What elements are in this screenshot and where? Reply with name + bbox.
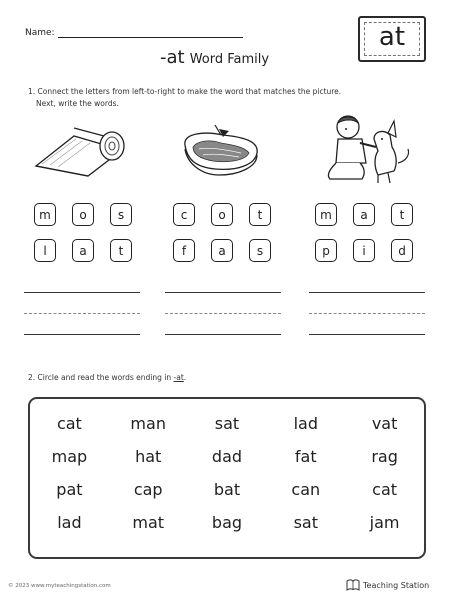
writing-lines-1[interactable]	[24, 292, 140, 335]
writing-line-top	[165, 292, 281, 293]
word-item[interactable]: dad	[211, 447, 243, 466]
writing-line-mid	[165, 313, 281, 314]
instruction-2-period: .	[183, 373, 187, 382]
mat-icon	[30, 122, 130, 182]
copyright: © 2023 www.myteachingstation.com	[8, 583, 111, 589]
title-prefix: -at	[160, 47, 185, 68]
writing-lines-3[interactable]	[309, 292, 425, 335]
pat-icon	[322, 113, 417, 188]
word-item[interactable]: fat	[294, 447, 317, 466]
word-item[interactable]: bag	[211, 513, 243, 532]
group3-row2	[315, 239, 413, 262]
writing-line-base	[309, 334, 425, 335]
name-line[interactable]	[58, 29, 243, 38]
word-box	[28, 397, 426, 559]
letter-tile[interactable]: a	[353, 203, 375, 226]
instruction-1-line2: Next, write the words.	[36, 99, 119, 108]
letter-tile[interactable]: m	[315, 203, 337, 226]
word-item[interactable]: can	[291, 480, 321, 499]
writing-line-top	[24, 292, 140, 293]
word-item[interactable]: mat	[132, 513, 165, 532]
teaching-station-logo	[346, 579, 429, 591]
word-grid	[30, 407, 424, 539]
writing-line-top	[309, 292, 425, 293]
word-item[interactable]: pat	[56, 480, 83, 499]
group2-row2	[173, 239, 271, 262]
word-item[interactable]: sat	[293, 513, 318, 532]
word-family-badge	[358, 16, 426, 62]
letter-tile[interactable]: s	[110, 203, 132, 226]
word-item[interactable]: cap	[133, 480, 163, 499]
group2-row1	[173, 203, 271, 226]
letter-tile[interactable]: t	[110, 239, 132, 262]
writing-line-mid	[309, 313, 425, 314]
logo-icon	[346, 579, 360, 591]
instruction-2	[28, 372, 186, 384]
letter-tile[interactable]: p	[315, 239, 337, 262]
word-item[interactable]: cat	[56, 414, 82, 433]
name-row	[25, 28, 243, 38]
word-item[interactable]: lad	[293, 414, 318, 433]
name-label: Name:	[25, 28, 55, 38]
group3-row1	[315, 203, 413, 226]
writing-line-mid	[24, 313, 140, 314]
badge-inner	[364, 22, 420, 56]
letter-tile[interactable]: a	[72, 239, 94, 262]
title-suffix: Word Family	[189, 52, 270, 67]
letter-tile[interactable]: c	[173, 203, 195, 226]
letter-tile[interactable]: l	[34, 239, 56, 262]
worksheet-title	[160, 47, 269, 68]
writing-line-base	[24, 334, 140, 335]
word-item[interactable]: bat	[213, 480, 241, 499]
word-item[interactable]: sat	[214, 414, 240, 433]
fat-icon	[175, 117, 265, 182]
badge-text: at	[378, 22, 406, 52]
group1-row2	[34, 239, 132, 262]
letter-tile[interactable]: i	[353, 239, 375, 262]
word-item[interactable]: cat	[372, 480, 398, 499]
word-item[interactable]: vat	[371, 414, 398, 433]
word-item[interactable]: jam	[369, 513, 400, 532]
word-item[interactable]: hat	[135, 447, 162, 466]
letter-tile[interactable]: s	[249, 239, 271, 262]
letter-tile[interactable]: m	[34, 203, 56, 226]
letter-tile[interactable]: o	[72, 203, 94, 226]
letter-tile[interactable]: f	[173, 239, 195, 262]
letter-tile[interactable]: t	[391, 203, 413, 226]
instruction-1-line1: 1. Connect the letters from left-to-right to make the word that matches the picture.	[28, 87, 342, 96]
writing-line-base	[165, 334, 281, 335]
word-item[interactable]: man	[130, 414, 166, 433]
word-item[interactable]: map	[51, 447, 88, 466]
word-item[interactable]: rag	[371, 447, 398, 466]
letter-tile[interactable]: o	[211, 203, 233, 226]
instruction-2-ending: -at	[173, 373, 184, 382]
writing-lines-2[interactable]	[165, 292, 281, 335]
letter-tile[interactable]: t	[249, 203, 271, 226]
instruction-1	[28, 86, 368, 110]
logo-text: Teaching Station	[363, 580, 430, 590]
letter-tile[interactable]: d	[391, 239, 413, 262]
instruction-2-text: 2. Circle and read the words ending in	[28, 373, 174, 382]
letter-tile[interactable]: a	[211, 239, 233, 262]
word-item[interactable]: lad	[57, 513, 82, 532]
group1-row1	[34, 203, 132, 226]
